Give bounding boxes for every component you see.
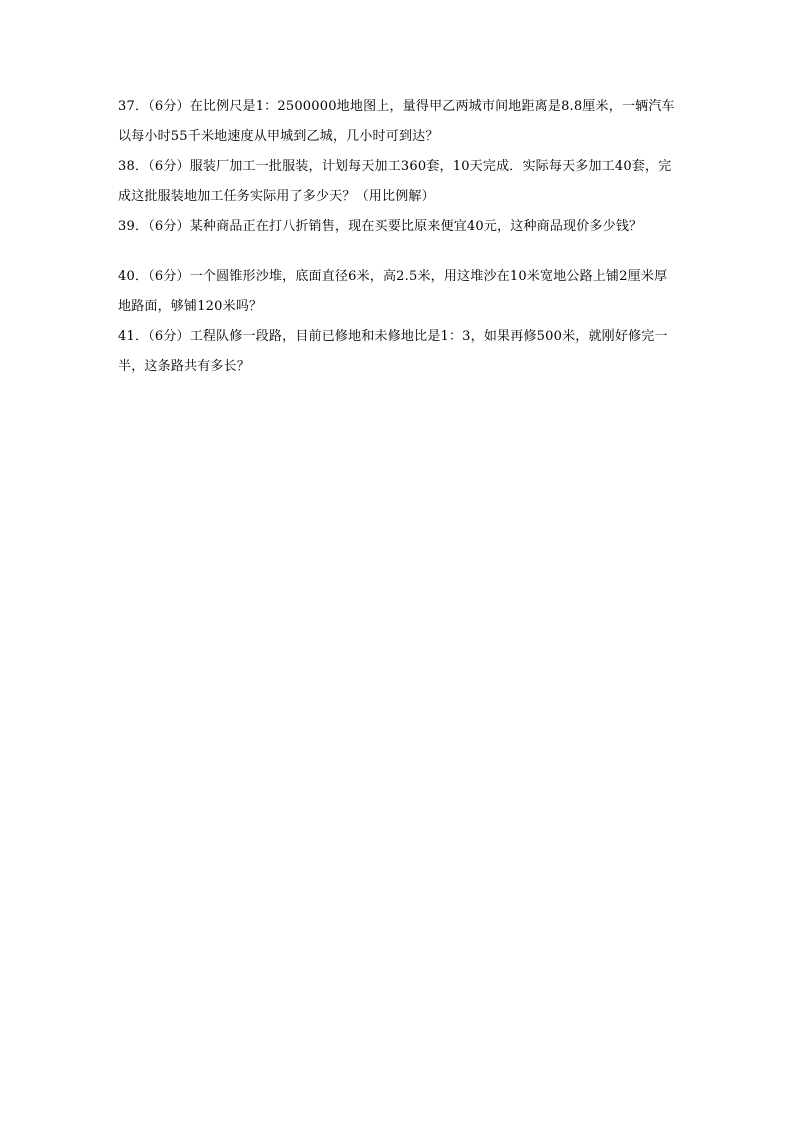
question-38: 38．（6分）服装厂加工一批服装，计划每天加工360套，10天完成．实际每天多加工40套，完成这批服装地加工任务实际用了多少天？（用比例解） — [118, 159, 672, 204]
question-41: 41．（6分）工程队修一段路，目前已修地和未修地比是1：3，如果再修500米，就刚好修完一半，这条路共有多长？ — [118, 329, 668, 374]
question-40: 40．（6分）一个圆锥形沙堆，底面直径6米，高2.5米，用这堆沙在10米宽地公路上铺2厘米厚地路面，够铺120米吗？ — [118, 269, 668, 314]
question-37: 37．（6分）在比例尺是1：2500000地地图上，量得甲乙两城市间地距离是8.8厘米，一辆汽车以每小时55千米地速度从甲城到乙城，几小时可到达？ — [118, 99, 675, 144]
question-list — [118, 92, 678, 382]
question-39: 39．（6分）某种商品正在打八折销售，现在买要比原来便宜40元，这种商品现价多少钱？ — [118, 219, 643, 234]
